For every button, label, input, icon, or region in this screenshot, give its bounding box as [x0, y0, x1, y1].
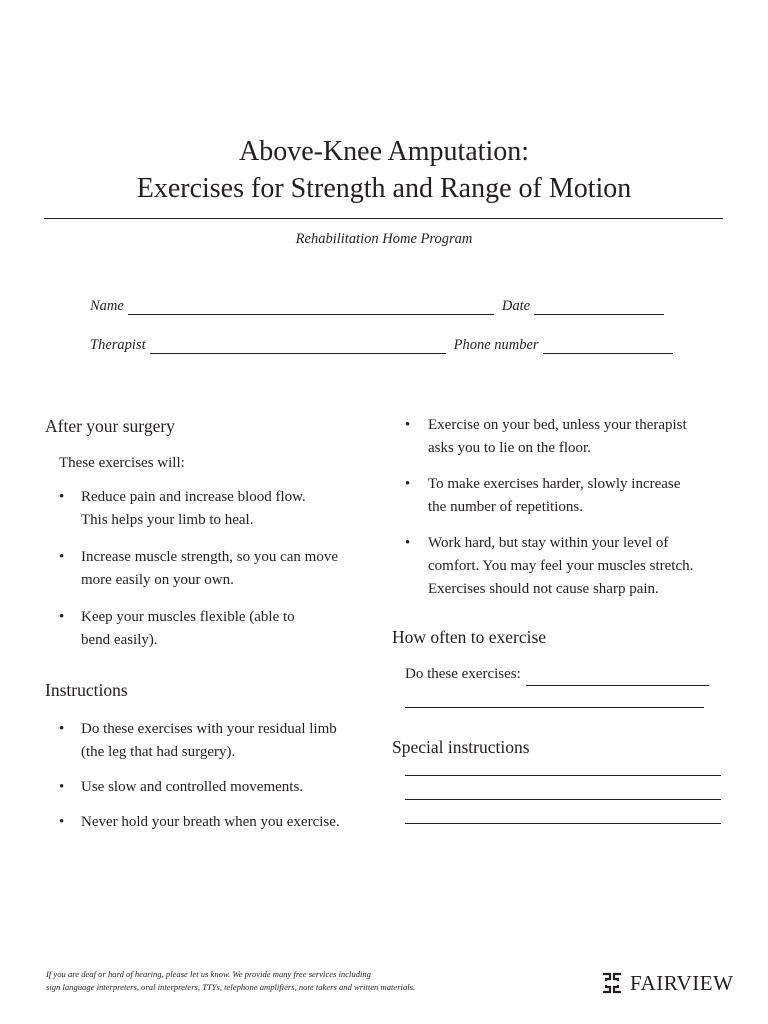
- special-instructions-line-1[interactable]: [405, 759, 721, 776]
- therapist-field[interactable]: [150, 338, 446, 354]
- after-surgery-heading: After your surgery: [45, 416, 175, 436]
- list-item: • Use slow and controlled movements.: [59, 779, 304, 795]
- list-item: • Keep your muscles flexible (able to bend easily).: [59, 609, 295, 648]
- how-often-field-line-2[interactable]: [405, 686, 704, 708]
- subtitle: Rehabilitation Home Program: [295, 231, 473, 247]
- right-column: [392, 414, 732, 824]
- phone-label: Phone number: [453, 337, 539, 353]
- fairview-logo-text: FAIRVIEW: [630, 971, 734, 995]
- how-often-label: Do these exercises:: [405, 666, 521, 682]
- therapist-label: Therapist: [90, 337, 146, 353]
- list-item: • Reduce pain and increase blood flow. This helps your limb to heal.: [59, 489, 306, 528]
- list-item: • To make exercises harder, slowly increase the number of repetitions.: [405, 476, 681, 515]
- list-item: • Never hold your breath when you exercise.: [59, 814, 340, 830]
- list-item: • Do these exercises with your residual limb (the leg that had surgery).: [59, 721, 337, 760]
- special-instructions-line-2[interactable]: [405, 776, 721, 800]
- therapist-phone-row: [90, 337, 681, 354]
- list-item: • Work hard, but stay within your level of comfort. You may feel your muscles stretch. Exercises should not cause sharp pain.: [405, 535, 694, 597]
- instructions-heading: Instructions: [45, 680, 128, 700]
- footer-line-1: If you are deaf or hard of hearing, please let us know. We provide many free services including: [46, 969, 371, 979]
- date-label: Date: [501, 298, 531, 314]
- title-divider: [44, 218, 723, 219]
- how-often-row: [405, 663, 732, 686]
- exercise-tips-list: [392, 414, 732, 601]
- name-field[interactable]: [128, 299, 494, 315]
- date-field[interactable]: [534, 299, 664, 315]
- name-date-row: [90, 298, 672, 315]
- how-often-field[interactable]: [526, 670, 709, 686]
- list-item: • Increase muscle strength, so you can move more easily on your own.: [59, 549, 338, 588]
- accessibility-footer: [46, 968, 466, 994]
- instructions-list: [45, 718, 385, 834]
- document-title: [0, 133, 768, 207]
- special-instructions-heading: Special instructions: [392, 737, 530, 757]
- title-line-2: Exercises for Strength and Range of Motion: [136, 173, 632, 204]
- fairview-logo: [600, 970, 733, 996]
- special-instructions-line-3[interactable]: [405, 800, 721, 824]
- how-often-heading: How often to exercise: [392, 627, 547, 647]
- left-column: [45, 414, 385, 834]
- footer-line-2: sign language interpreters, oral interpreters, TTYs, telephone amplifiers, note takers and written materials.: [46, 982, 416, 992]
- name-label: Name: [90, 298, 124, 314]
- after-surgery-intro: These exercises will:: [59, 455, 185, 471]
- title-line-1: Above-Knee Amputation:: [238, 136, 530, 167]
- fairview-logo-icon: [600, 971, 624, 995]
- list-item: • Exercise on your bed, unless your therapist asks you to lie on the floor.: [405, 417, 687, 456]
- after-surgery-list: [45, 486, 385, 652]
- phone-field[interactable]: [543, 338, 673, 354]
